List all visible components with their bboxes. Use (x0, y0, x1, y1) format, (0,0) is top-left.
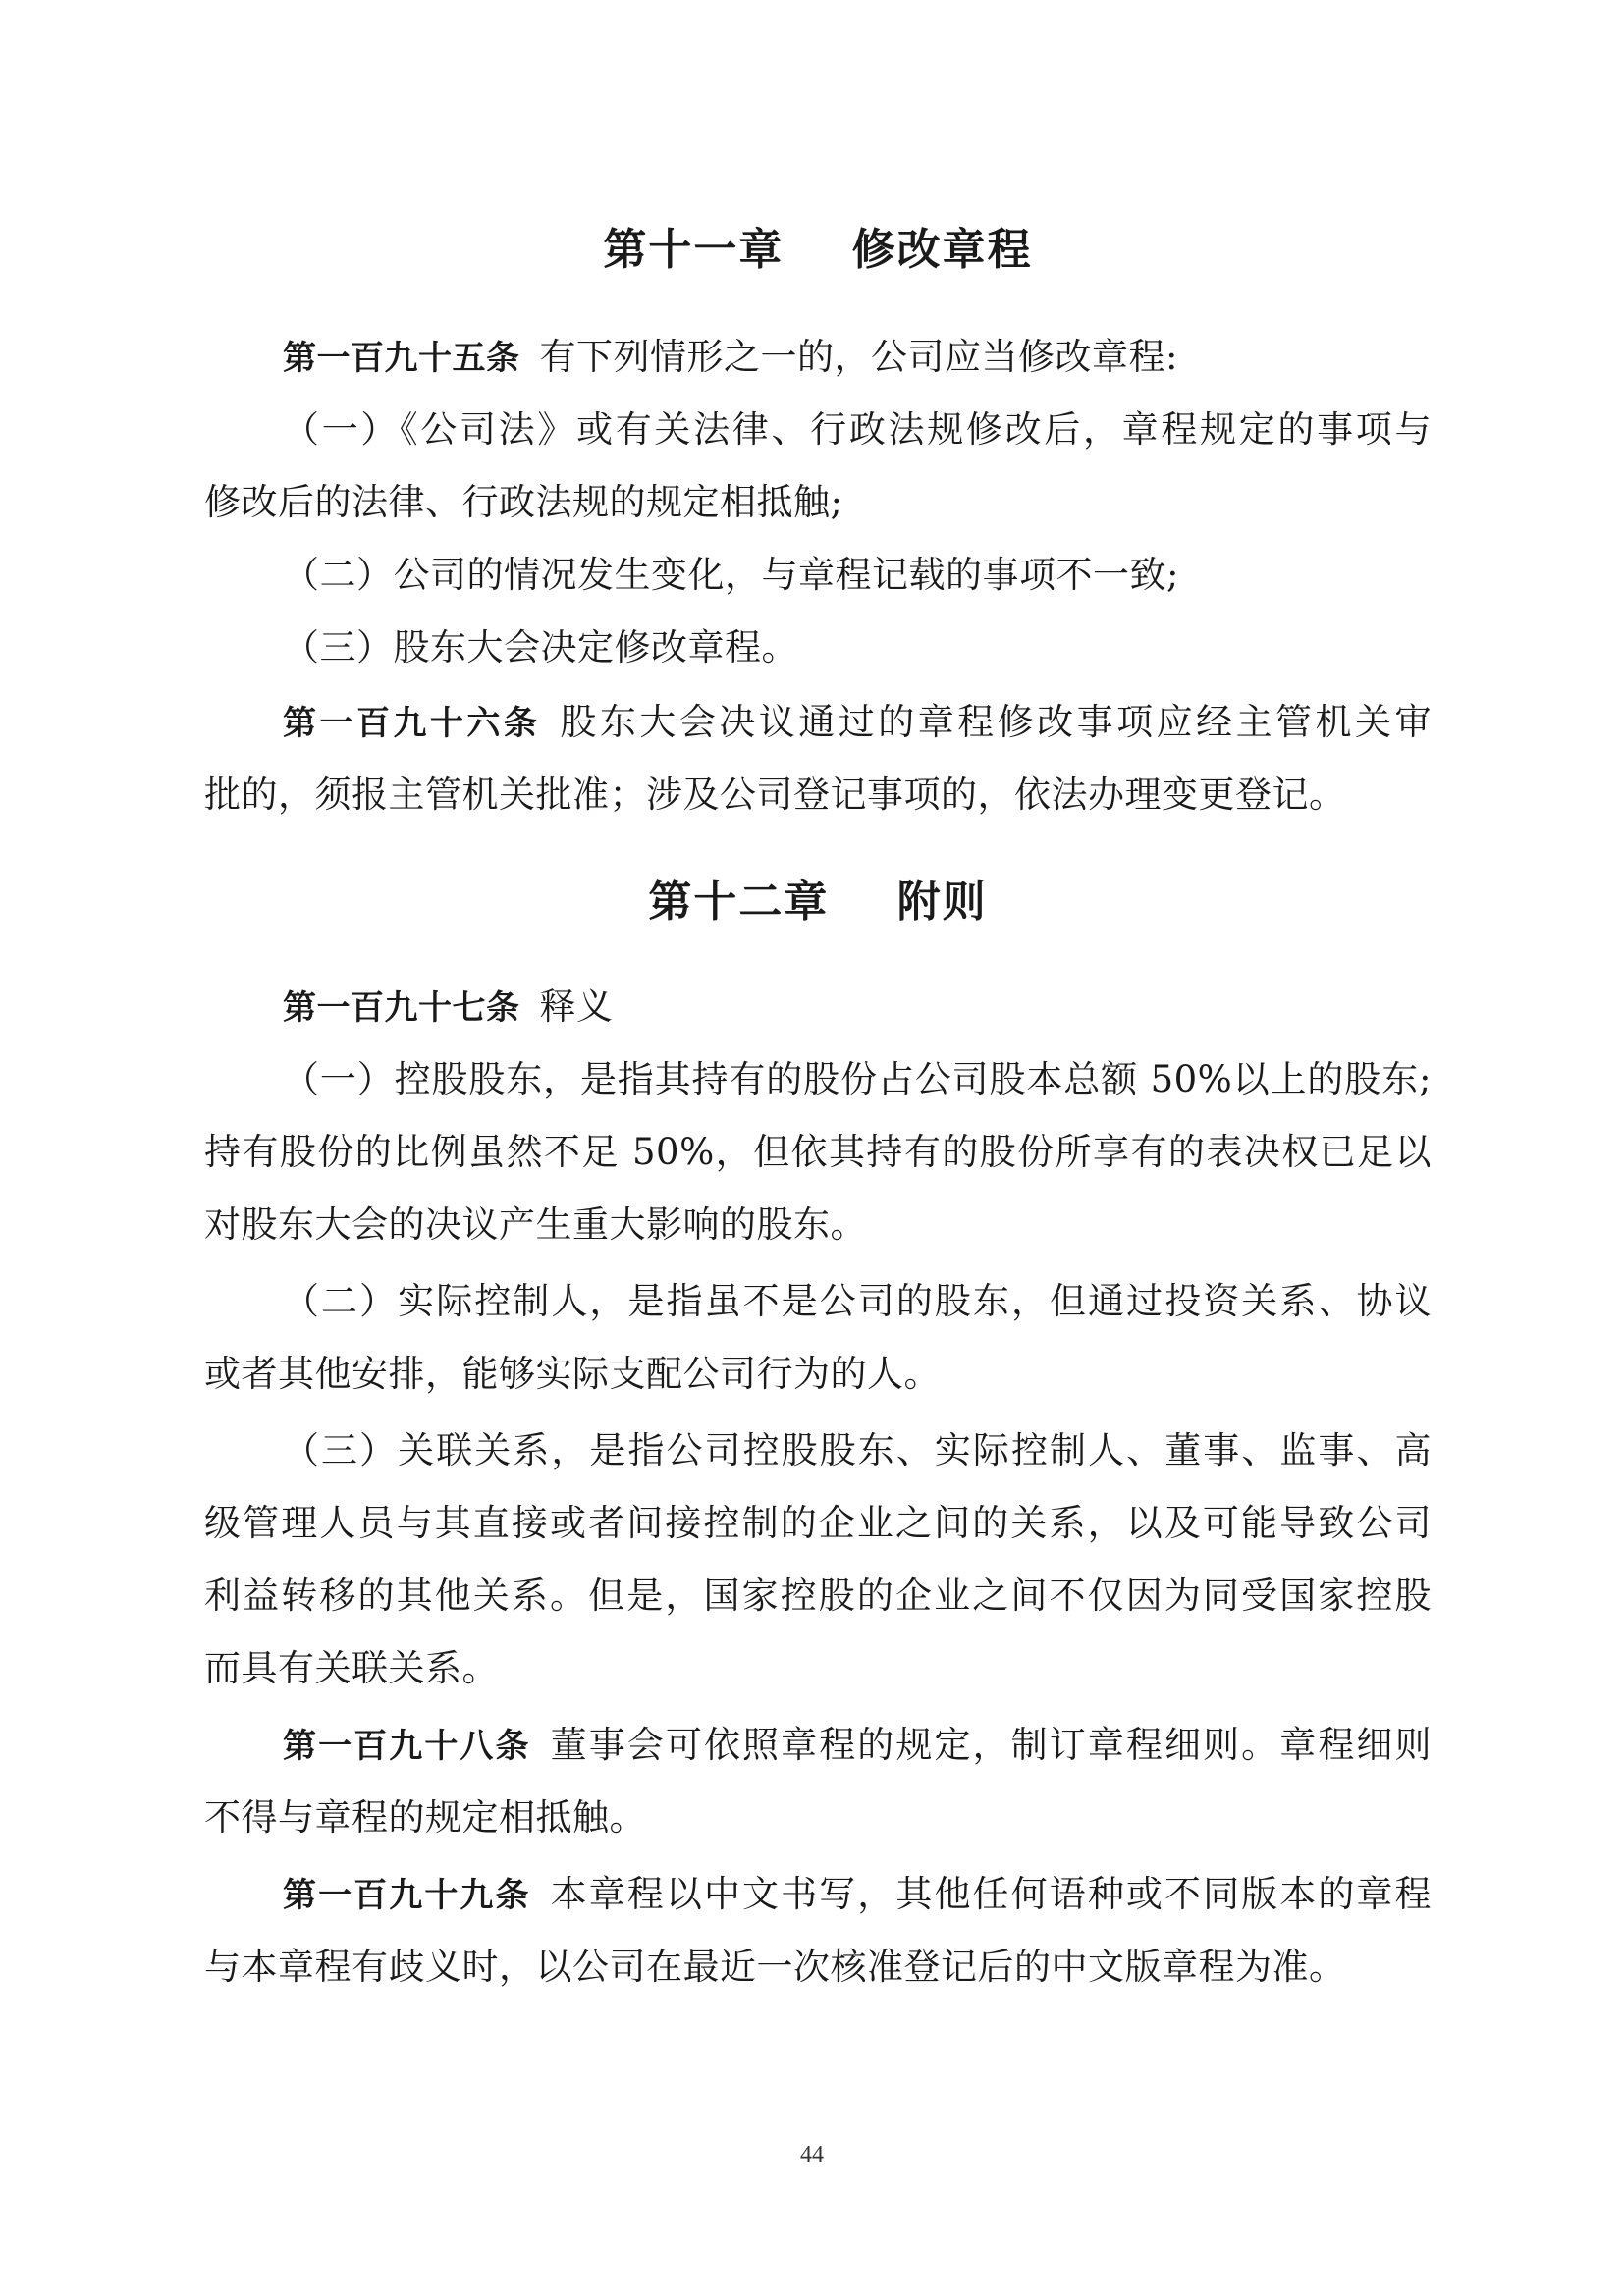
article-195-number: 第一百九十五条 (283, 339, 520, 378)
article-199-number: 第一百九十九条 (283, 1876, 531, 1915)
article-199-line-1 (204, 1871, 1432, 1919)
article-197-text: 释义 (539, 986, 614, 1028)
article-195-item-3: （三）股东大会决定修改章程。 (283, 626, 798, 668)
article-197-line-9: 而具有关联关系。 (204, 1647, 499, 1689)
article-198-line-1 (204, 1722, 1432, 1770)
article-195-heading (204, 334, 1432, 382)
article-197-heading (204, 984, 1432, 1032)
article-196-line-1 (204, 699, 1432, 747)
article-199-text: 本章程以中文书写，其他任何语种或不同版本的章程 (550, 1873, 1433, 1915)
chapter-11-title: 第十一章 修改章程 (603, 225, 1033, 275)
article-197-line-6: （三）关联关系，是指公司控股股东、实际控制人、董事、监事、高 (283, 1429, 1432, 1471)
article-197-line-2: 持有股份的比例虽然不足 50%，但依其持有的股份所享有的表决权已足以 (204, 1131, 1432, 1173)
article-196-line-2: 批的，须报主管机关批准；涉及公司登记事项的，依法办理变更登记。 (204, 774, 1346, 816)
article-196-number: 第一百九十六条 (283, 704, 541, 743)
page-number: 44 (800, 2142, 824, 2167)
article-195-text: 有下列情形之一的，公司应当修改章程: (539, 336, 1178, 378)
article-197-line-3: 对股东大会的决议产生重大影响的股东。 (204, 1203, 867, 1246)
article-197-line-1: （一）控股股东，是指其持有的股份占公司股本总额 50%以上的股东; (283, 1058, 1432, 1100)
article-195-item-2: （二）公司的情况发生变化，与章程记载的事项不一致; (283, 554, 1179, 596)
article-198-line-2: 不得与章程的规定相抵触。 (204, 1796, 646, 1839)
article-199-line-2: 与本章程有歧义时，以公司在最近一次核准登记后的中文版章程为准。 (204, 1946, 1346, 1988)
article-197-number: 第一百九十七条 (283, 988, 520, 1028)
article-197-line-7: 级管理人员与其直接或者间接控制的企业之间的关系，以及可能导致公司 (204, 1502, 1432, 1544)
chapter-12-title: 第十二章 附则 (648, 877, 988, 927)
article-197-line-5: 或者其他安排，能够实际支配公司行为的人。 (204, 1353, 941, 1395)
article-198-text: 董事会可依照章程的规定，制订章程细则。章程细则 (550, 1724, 1433, 1766)
article-195-item-1-line-2: 修改后的法律、行政法规的规定相抵触; (204, 481, 843, 523)
article-198-number: 第一百九十八条 (283, 1727, 531, 1766)
article-197-line-8: 利益转移的其他关系。但是，国家控股的企业之间不仅因为同受国家控股 (204, 1575, 1432, 1617)
article-196-text: 股东大会决议通过的章程修改事项应经主管机关审 (560, 701, 1432, 743)
article-197-line-4: （二）实际控制人，是指虽不是公司的股东，但通过投资关系、协议 (283, 1280, 1432, 1322)
article-195-item-1-line-1: （一）《公司法》或有关法律、行政法规修改后，章程规定的事项与 (283, 408, 1432, 451)
